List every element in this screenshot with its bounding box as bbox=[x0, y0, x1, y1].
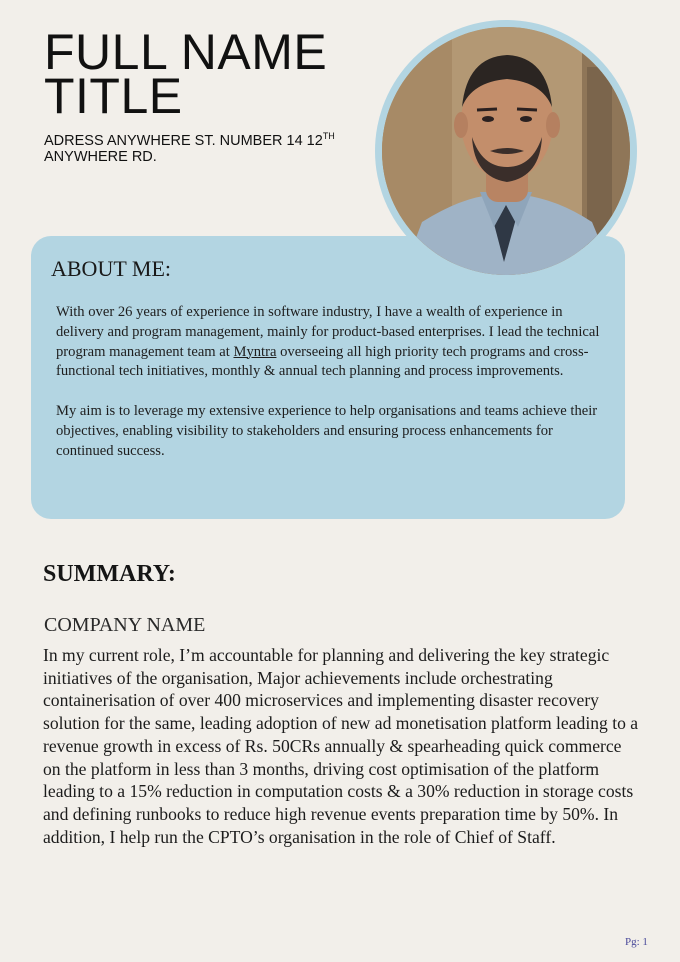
company-name: COMPANY NAME bbox=[44, 614, 206, 636]
address-line-1: ADRESS ANYWHERE ST. NUMBER 14 12 bbox=[44, 133, 323, 149]
profile-photo-frame bbox=[375, 20, 637, 282]
about-paragraph-2: My aim is to leverage my extensive experience to help organisations and teams achieve their objectives, enabling visibility to stakeholders and ensuring process enhancements for continued success. bbox=[56, 403, 598, 459]
address-superscript: TH bbox=[322, 131, 335, 142]
about-paragraph-1 bbox=[56, 303, 604, 382]
full-name: FULL NAME bbox=[44, 24, 328, 80]
summary-text: In my current role, I’m accountable for planning and delivering the key strategic initiatives of the organisation, Major achievements include orchestrating containerisation of over 400 microservices and implementing disaster recovery solution for the same, leading adoption of new ad monetisation platform leading to a revenue growth in excess of Rs. 50CRs annually & spearheading quick commerce on the platform in less than 3 months, driving cost optimisation of the platform leading to a 15% reduction in computation costs & a 30% reduction in storage costs and defining runbooks to reduce high revenue events preparation time by 50%. In addition, I help run the CPTO’s organisation in the role of Chief of Staff. bbox=[43, 645, 639, 847]
about-paragraph-1-end: overseeing all high priority tech programs and cross-functional tech initiatives, monthly & annual tech planning and process improvements. bbox=[56, 343, 589, 380]
about-heading: ABOUT ME: bbox=[51, 256, 171, 281]
address-line-2: ANYWHERE RD. bbox=[44, 149, 157, 165]
about-text bbox=[56, 303, 604, 482]
address bbox=[44, 133, 335, 165]
job-title: TITLE bbox=[44, 68, 183, 124]
company-link[interactable]: Myntra bbox=[233, 343, 277, 360]
page-number: Pg: 1 bbox=[625, 936, 648, 948]
summary-heading: SUMMARY: bbox=[43, 561, 176, 587]
about-paragraph-1-start: With over 26 years of experience in software industry, I have a wealth of experience in delivery and program management, mainly for product-based enterprises. I lead the technical program management team at bbox=[56, 304, 600, 360]
profile-photo bbox=[382, 27, 630, 275]
name-block bbox=[44, 24, 328, 124]
